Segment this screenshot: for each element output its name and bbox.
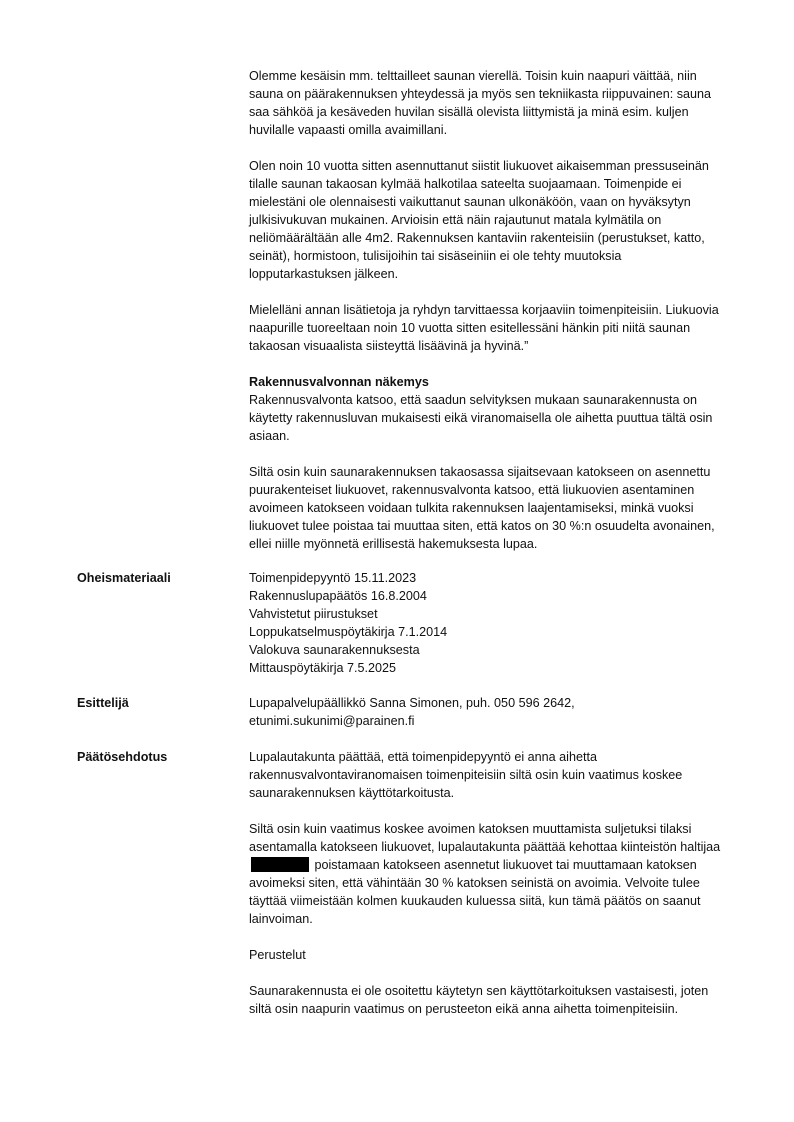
oheismateriaali-label: Oheismateriaali <box>77 571 171 585</box>
redaction-box <box>251 857 309 872</box>
intro-section <box>249 67 727 373</box>
oheismateriaali-list <box>249 569 727 677</box>
list-item: Mittauspöytäkirja 7.5.2025 <box>249 661 397 675</box>
intro-paragraph-2: Olen noin 10 vuotta sitten asennuttanut siistit liukuovet aikaisemman pressuseinän tilalle saunan takaosan kylmää halkotilaa sateelta suojaamaan. Toimenpide ei mielestäni ole olennaisesti vaikuttanut saunan ulkonäköön, vaan on hyväksytyn julkisivukuvan mukainen. Arvioisin että näin rajautunut matala kylmätila on neliömäärältään alle 4m2. Rakennuksen kantaviin rakenteisiin (perustukset, katto, seinät), hormistoon, tulisijoihin tai sisäseiniin ei ole tehty muutoksia lopputarkastuksen jälkeen. <box>249 159 709 281</box>
list-item: Toimenpidepyyntö 15.11.2023 <box>249 571 417 585</box>
rakennusvalvonta-section <box>249 373 727 571</box>
list-item: Rakennuslupapäätös 16.8.2004 <box>249 589 427 603</box>
intro-paragraph-1: Olemme kesäisin mm. telttailleet saunan vierellä. Toisin kuin naapuri väittää, niin sauna on päärakennuksen yhteydessä ja myös sen tekniikasta riippuvainen: sauna saa sähköä ja kesäveden huvilan sisällä olevista liittymistä ja minä esim. kuljen huvilalle vapaasti omilla avaimillani. <box>249 69 712 137</box>
paatosehdotus-label: Päätösehdotus <box>77 750 168 764</box>
rakennusvalvonta-paragraph-1: Rakennusvalvonta katsoo, että saadun selvityksen mukaan saunarakennusta on käytetty rakennusluvan mukaisesti eikä viranomaisella ole aihetta puuttua tältä osin asiaan. <box>249 393 713 443</box>
paatosehdotus-paragraph-2 <box>249 820 727 928</box>
perustelut-heading: Perustelut <box>249 948 306 962</box>
paatosehdotus-section <box>249 748 727 1036</box>
esittelija-email: etunimi.sukunimi@parainen.fi <box>249 714 415 728</box>
list-item: Valokuva saunarakennuksesta <box>249 643 420 657</box>
perustelut-paragraph: Saunarakennusta ei ole osoitettu käytetyn sen käyttötarkoituksen vastaisesti, joten siltä osin naapurin vaatimus on perusteeton eikä anna aihetta toimenpiteisiin. <box>249 984 709 1016</box>
rakennusvalvonta-heading: Rakennusvalvonnan näkemys <box>249 375 429 389</box>
intro-paragraph-3: Mielelläni annan lisätietoja ja ryhdyn tarvittaessa korjaaviin toimenpiteisiin. Liukuovia naapurille tuoreeltaan noin 10 vuotta sitten esitellessäni hänkin piti niitä saunan takaosan visuaalista siisteyttä lisäävinä ja hyvinä.” <box>249 303 719 353</box>
esittelija-name-phone: Lupapalvelupäällikkö Sanna Simonen, puh. 050 596 2642, <box>249 696 575 710</box>
paatosehdotus-paragraph-2-end: poistamaan katokseen asennetut liukuovet tai muuttamaan katoksen avoimeksi siten, että vähintään 30 % katoksen seinistä on avoimia. Velvoite tulee täyttää viimeistään kolmen kuukauden kuluessa siitä, kun tämä päätös on saanut lainvoiman. <box>249 858 701 926</box>
list-item: Loppukatselmuspöytäkirja 7.1.2014 <box>249 625 448 639</box>
paatosehdotus-paragraph-2-start: Siltä osin kuin vaatimus koskee avoimen katoksen muuttamista suljetuksi tilaksi asentamalla katokseen liukuovet, lupalautakunta päättää kehottaa kiinteistön haltijaa <box>249 822 721 854</box>
rakennusvalvonta-paragraph-2: Siltä osin kuin saunarakennuksen takaosassa sijaitsevaan katokseen on asennettu puurakenteiset liukuovet, rakennusvalvonta katsoo, että liukuovien asentaminen avoimeen katokseen voidaan tulkita rakennuksen laajentamiseksi, minkä vuoksi liukuovet tulee poistaa tai muuttaa siten, että katos on 30 %:n osuudelta avonainen, ellei niille myönnetä erillisestä hakemuksesta lupaa. <box>249 465 715 551</box>
paatosehdotus-paragraph-1: Lupalautakunta päättää, että toimenpidepyyntö ei anna aihetta rakennusvalvontaviranomaisen toimenpiteisiin siltä osin kuin vaatimus koskee saunarakennuksen käyttötarkoitusta. <box>249 750 683 800</box>
esittelija-contact <box>249 694 727 730</box>
list-item: Vahvistetut piirustukset <box>249 607 378 621</box>
esittelija-label: Esittelijä <box>77 696 129 710</box>
